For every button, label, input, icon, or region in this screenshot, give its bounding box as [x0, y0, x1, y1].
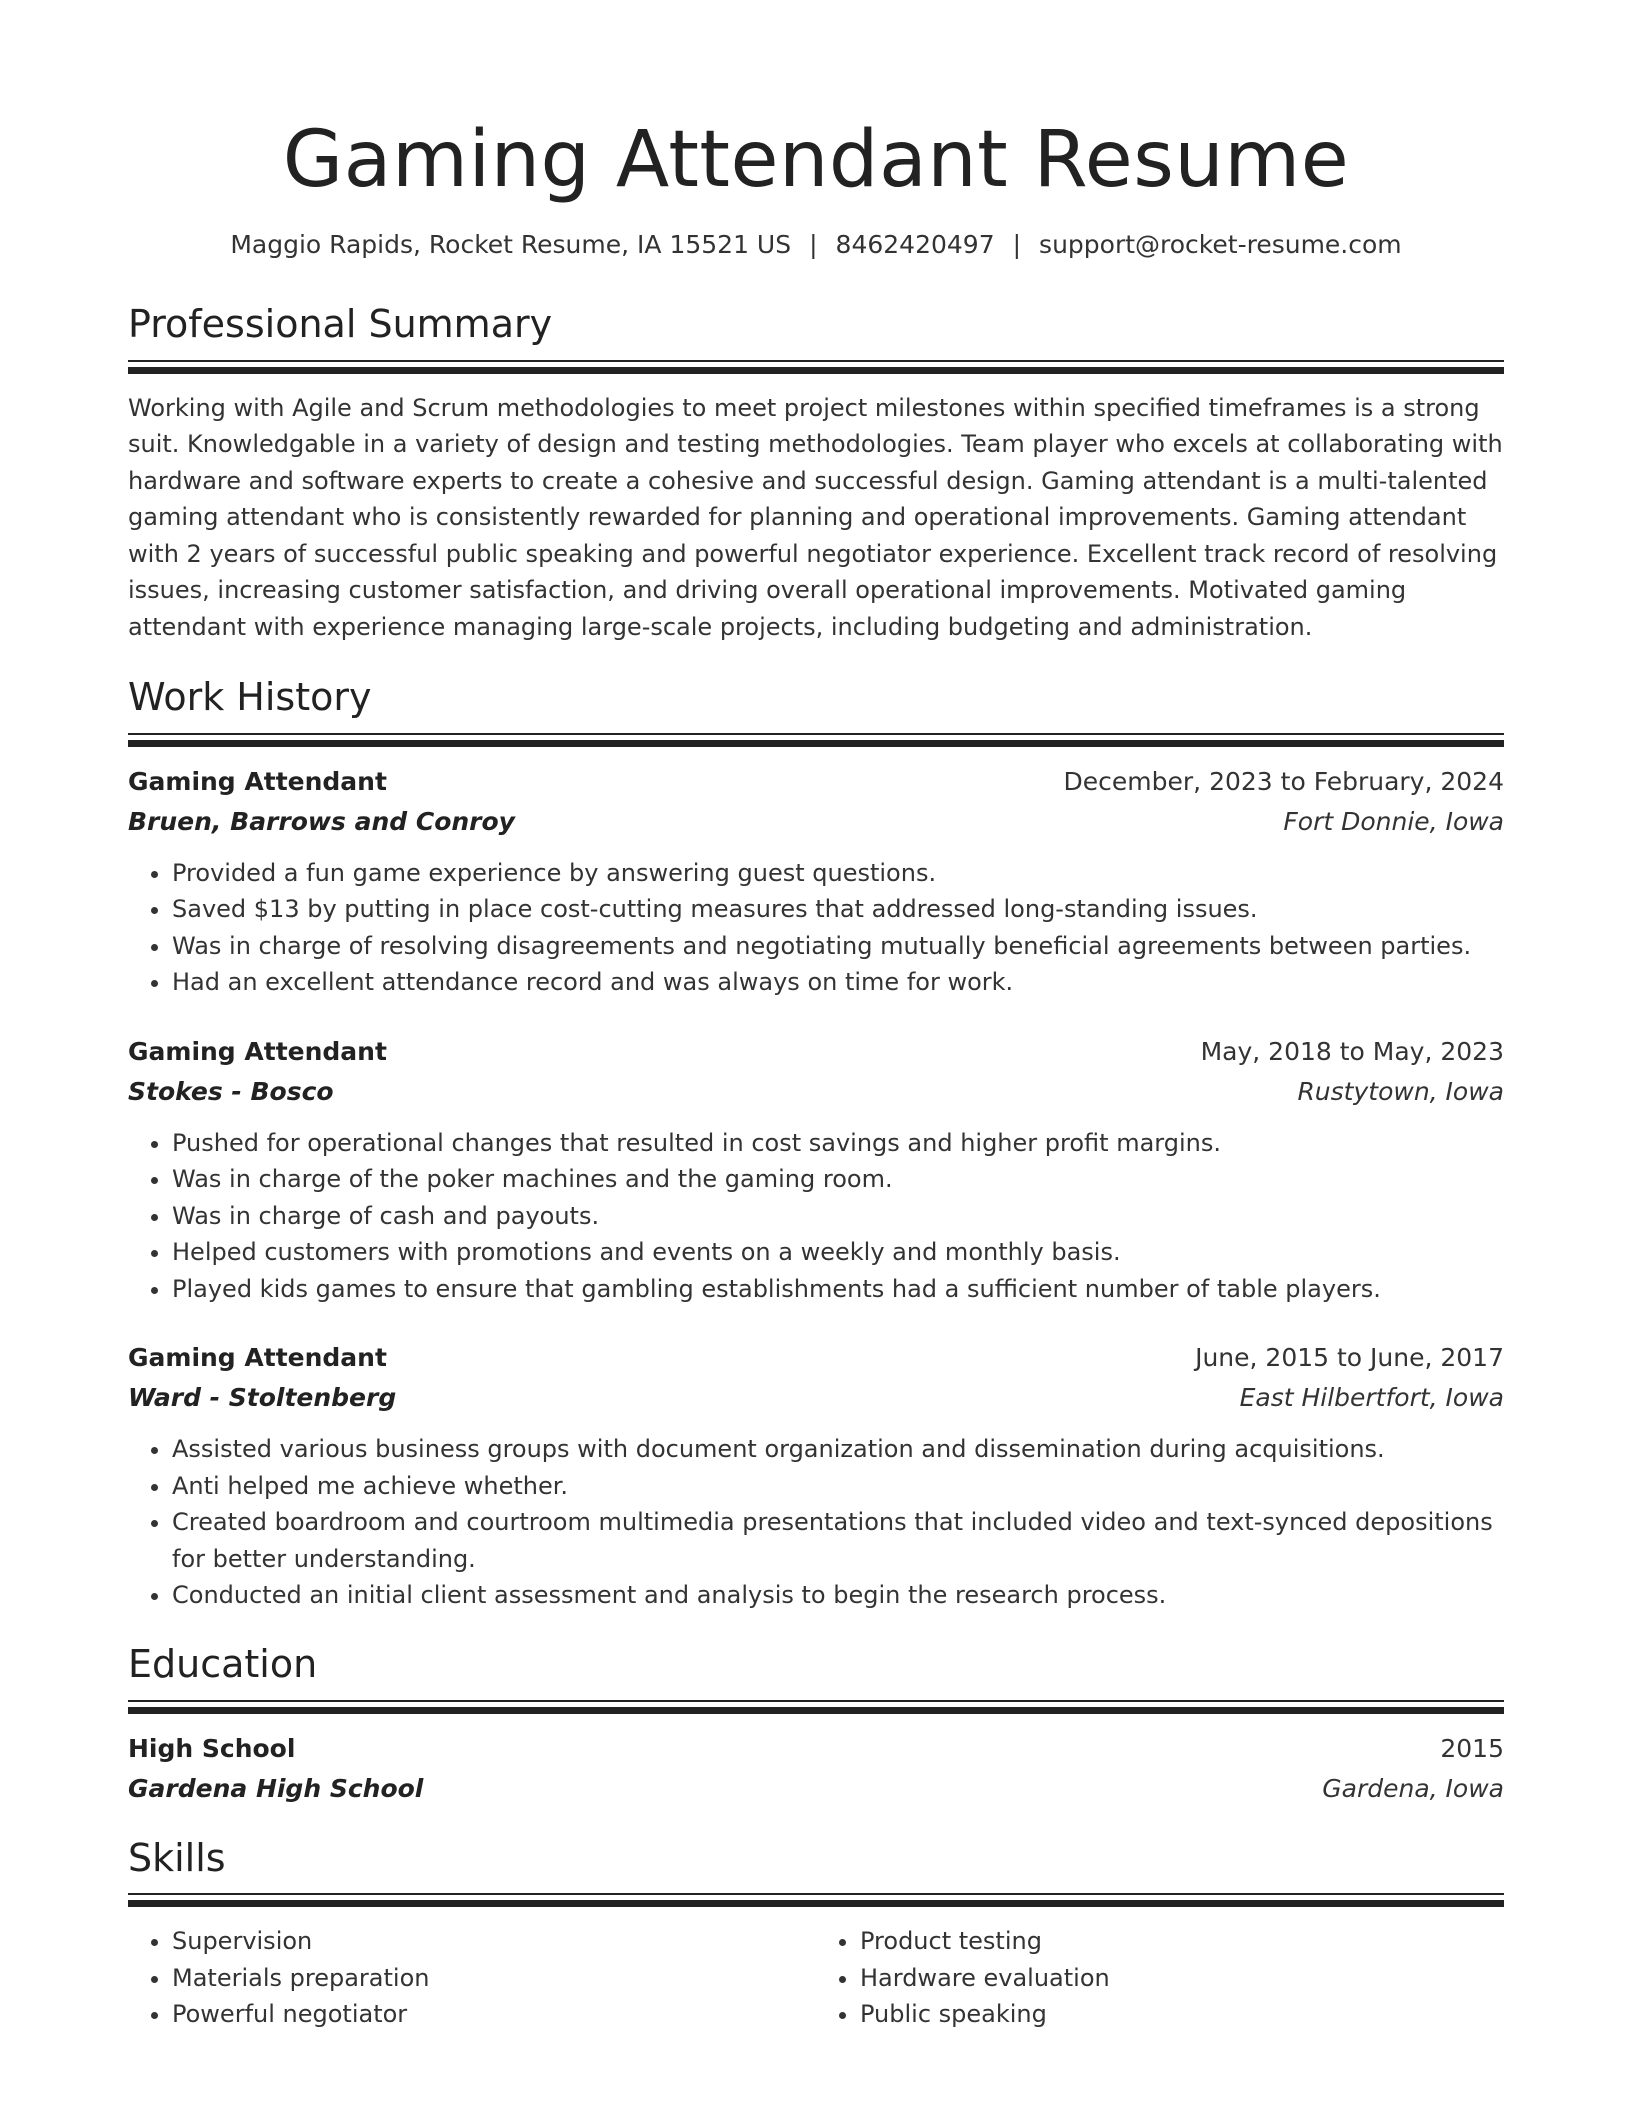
section-heading-summary: Professional Summary: [128, 301, 553, 346]
section-divider: [128, 1893, 1504, 1907]
summary-section: [128, 301, 1504, 645]
skill-item: • Public speaking: [860, 1996, 1504, 2033]
section-divider: [128, 360, 1504, 374]
list-item: • Helped customers with promotions and events on a weekly and monthly basis.: [172, 1234, 1504, 1271]
skill-item: • Supervision: [172, 1923, 816, 1960]
list-item: • Saved $13 by putting in place cost-cutting measures that addressed long-standing issues.: [172, 891, 1504, 928]
job-dates: June, 2015 to June, 2017: [1195, 1343, 1504, 1373]
job-bullets: [128, 1125, 1504, 1308]
skills-list-right: [816, 1923, 1504, 2033]
resume-title: Gaming Attendant Resume: [282, 115, 1350, 205]
skills-list-left: [128, 1923, 816, 2033]
job-location: East Hilbertfort, Iowa: [1239, 1383, 1504, 1413]
work-history-section: [128, 677, 1504, 1614]
list-item: • Provided a fun game experience by answering guest questions.: [172, 855, 1504, 892]
list-item: • Had an excellent attendance record and was always on time for work.: [172, 964, 1504, 1001]
skills-section: [128, 1835, 1504, 2033]
section-divider: [128, 733, 1504, 747]
list-item: • Created boardroom and courtroom multimedia presentations that included video and text-synced depositions for better understanding.: [172, 1504, 1504, 1577]
list-item: • Pushed for operational changes that resulted in cost savings and higher profit margins.: [172, 1125, 1504, 1162]
contact-email: support@rocket-resume.com: [1039, 229, 1402, 259]
job-dates: May, 2018 to May, 2023: [1200, 1036, 1504, 1066]
skill-item: • Product testing: [860, 1923, 1504, 1960]
job-entry: [128, 767, 1504, 1001]
job-company: Bruen, Barrows and Conroy: [128, 806, 515, 836]
job-bullets: [128, 855, 1504, 1001]
education-school: Gardena High School: [128, 1773, 424, 1803]
contact-separator: |: [809, 229, 818, 259]
list-item: • Played kids games to ensure that gambling establishments had a sufficient number of table players.: [172, 1271, 1504, 1308]
contact-address: Maggio Rapids, Rocket Resume, IA 15521 US: [230, 229, 792, 259]
job-location: Rustytown, Iowa: [1297, 1076, 1504, 1106]
job-title: Gaming Attendant: [128, 1036, 387, 1066]
job-company: Stokes - Bosco: [128, 1076, 334, 1106]
education-location: Gardena, Iowa: [1322, 1773, 1504, 1803]
skill-item: • Hardware evaluation: [860, 1960, 1504, 1997]
job-entry: [128, 1343, 1504, 1614]
education-entry: [128, 1734, 1504, 1804]
education-section: [128, 1641, 1504, 1804]
education-degree: High School: [128, 1733, 296, 1763]
job-title: Gaming Attendant: [128, 766, 387, 796]
job-company: Ward - Stoltenberg: [128, 1383, 397, 1413]
summary-text: Working with Agile and Scrum methodologies to meet project milestones within specified timeframes is a strong suit. Knowledgable in a variety of design and testing methodologies. Team player who excels at collaborating with hardware and software experts to create a cohesive and successful design. Gaming attendant is a multi-talented gaming attendant who is consistently rewarded for planning and operational improvements. Gaming attendant with 2 years of successful public speaking and powerful negotiator experience. Excellent track record of resolving issues, increasing customer satisfaction, and driving overall operational improvements. Motivated gaming attendant with experience managing large-scale projects, including budgeting and administration.: [128, 393, 1503, 641]
list-item: • Anti helped me achieve whether.: [172, 1468, 1504, 1505]
list-item: • Was in charge of resolving disagreements and negotiating mutually beneficial agreements between parties.: [172, 928, 1504, 965]
job-bullets: [128, 1431, 1504, 1614]
skills-columns: [128, 1923, 1504, 2033]
section-heading-work-history: Work History: [128, 675, 372, 720]
list-item: • Was in charge of the poker machines and the gaming room.: [172, 1161, 1504, 1198]
job-title: Gaming Attendant: [128, 1343, 387, 1373]
list-item: • Conducted an initial client assessment and analysis to begin the research process.: [172, 1577, 1504, 1614]
contact-phone: 8462420497: [835, 229, 995, 259]
contact-separator: |: [1012, 229, 1022, 259]
education-year: 2015: [1440, 1733, 1504, 1763]
section-heading-education: Education: [128, 1641, 318, 1686]
skill-item: • Powerful negotiator: [172, 1996, 816, 2033]
section-divider: [128, 1700, 1504, 1714]
contact-line: [128, 230, 1504, 260]
job-dates: December, 2023 to February, 2024: [1063, 766, 1504, 796]
skill-item: • Materials preparation: [172, 1960, 816, 1997]
list-item: • Was in charge of cash and payouts.: [172, 1198, 1504, 1235]
job-entry: [128, 1037, 1504, 1308]
section-heading-skills: Skills: [128, 1835, 226, 1880]
job-location: Fort Donnie, Iowa: [1283, 806, 1504, 836]
list-item: • Assisted various business groups with document organization and dissemination during acquisitions.: [172, 1431, 1504, 1468]
